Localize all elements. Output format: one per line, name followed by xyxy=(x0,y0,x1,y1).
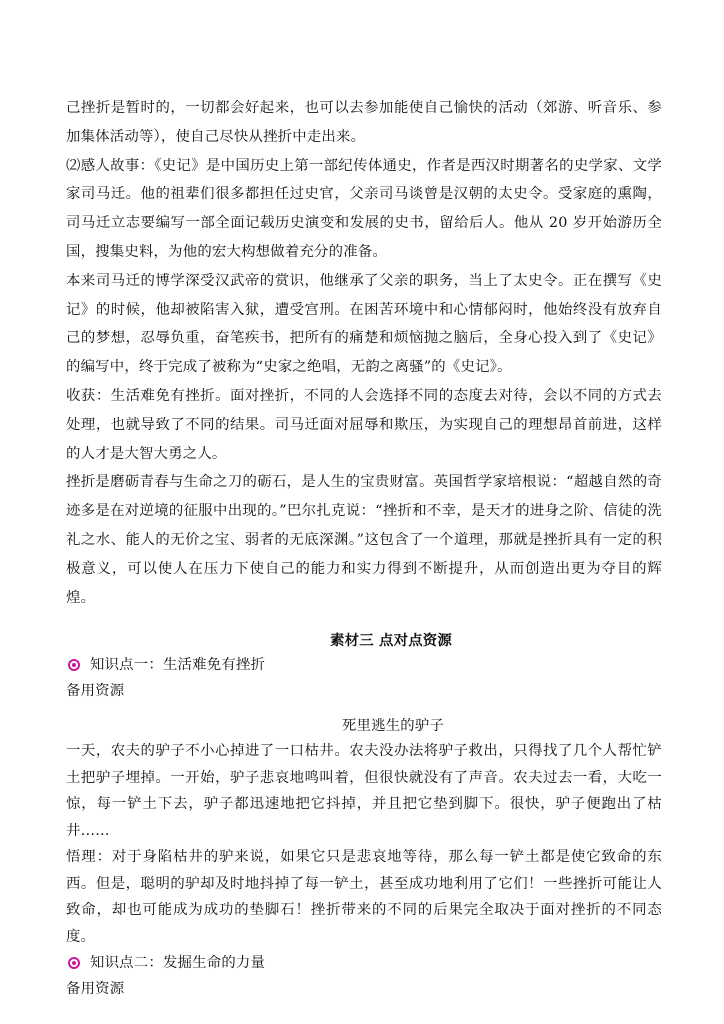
knowledge-point-2-label: 知识点二：发掘生命的力量 xyxy=(90,955,266,972)
story-text: 一天，农夫的驴子不小心掉进了一口枯井。农夫没办法将驴子救出，只得找了几个人帮忙铲土把驴子埋掉。一开始，驴子悲哀地鸣叫着，但很快就没有了声音。农夫过去一看，大吃一惊，每一铲土下去，驴子都迅速地把它抖掉，并且把它垫到脚下。很快，驴子便跑出了枯井…… xyxy=(66,743,662,839)
paragraph-harvest: 收获：生活难免有挫折。面对挫折，不同的人会选择不同的态度去对待，会以不同的方式去处理，也就导致了不同的结果。司马迁面对屈辱和欺压，为实现自己的理想昂首前进，这样的人才是大智大勇之人。 xyxy=(66,387,662,462)
resource-label-2: 备用资源 xyxy=(66,981,125,998)
story-title: 死里逃生的驴子 xyxy=(341,718,445,735)
paragraph-quotes: 挫折是磨砺青春与生命之刀的砺石，是人生的宝贵财富。英国哲学家培根说：“超越自然的奇迹多是在对逆境的征服中出现的。”巴尔扎克说：“挫折和不幸，是天才的进身之阶、信徒的洗礼之水、能人的无价之宝、弱者的无底深渊。”这包含了一个道理，那就是挫折具有一定的积极意义，可以使人在压力下使自己的能力和实力得到不断提升，从而创造出更为夺目的辉煌。 xyxy=(66,474,662,606)
paragraph-story-intro: ⑵感人故事：《史记》是中国历史上第一部纪传体通史，作者是西汉时期著名的史学家、文学家司马迁。他的祖辈们很多都担任过史官，父亲司马谈曾是汉朝的太史令。受家庭的熏陶，司马迁立志要编写一部全面记载历史演变和发展的史书，留给后人。他从 20 岁开始游历全国，搜集史料，为他的宏大构想做着充分的准备。 xyxy=(66,157,662,260)
target-circle-icon xyxy=(68,659,80,671)
knowledge-point-1 xyxy=(66,652,662,678)
story-insight: 悟理：对于身陷枯井的驴来说，如果它只是悲哀地等待，那么每一铲土都是使它致命的东西。但是，聪明的驴却及时地抖掉了每一铲土，甚至成功地利用了它们！一些挫折可能让人致命，却也可能成为成功的垫脚石！挫折带来的不同的后果完全取决于面对挫折的不同态度。 xyxy=(66,849,662,945)
paragraph-story-body: 本来司马迁的博学深受汉武帝的赏识，他继承了父亲的职务，当上了太史令。正在撰写《史记》的时候，他却被陷害入狱，遭受宫刑。在困苦环境中和心情郁闷时，他始终没有放弃自己的梦想，忍辱负重，奋笔疾书，把所有的痛楚和烦恼抛之脑后，全身心投入到了《史记》的编写中，终于完成了被称为“史家之绝唱，无韵之离骚”的《史记》。 xyxy=(66,272,662,376)
target-circle-icon xyxy=(68,957,80,969)
paragraph-coping: 己挫折是暂时的，一切都会好起来，也可以去参加能使自己愉快的活动（郊游、听音乐、参加集体活动等），使自己尽快从挫折中走出来。 xyxy=(66,100,662,145)
knowledge-point-2 xyxy=(66,950,662,976)
knowledge-point-1-label: 知识点一：生活难免有挫折 xyxy=(90,657,266,674)
document-content xyxy=(66,94,662,1002)
section-title: 素材三 点对点资源 xyxy=(330,633,452,650)
resource-label-1: 备用资源 xyxy=(66,683,125,700)
